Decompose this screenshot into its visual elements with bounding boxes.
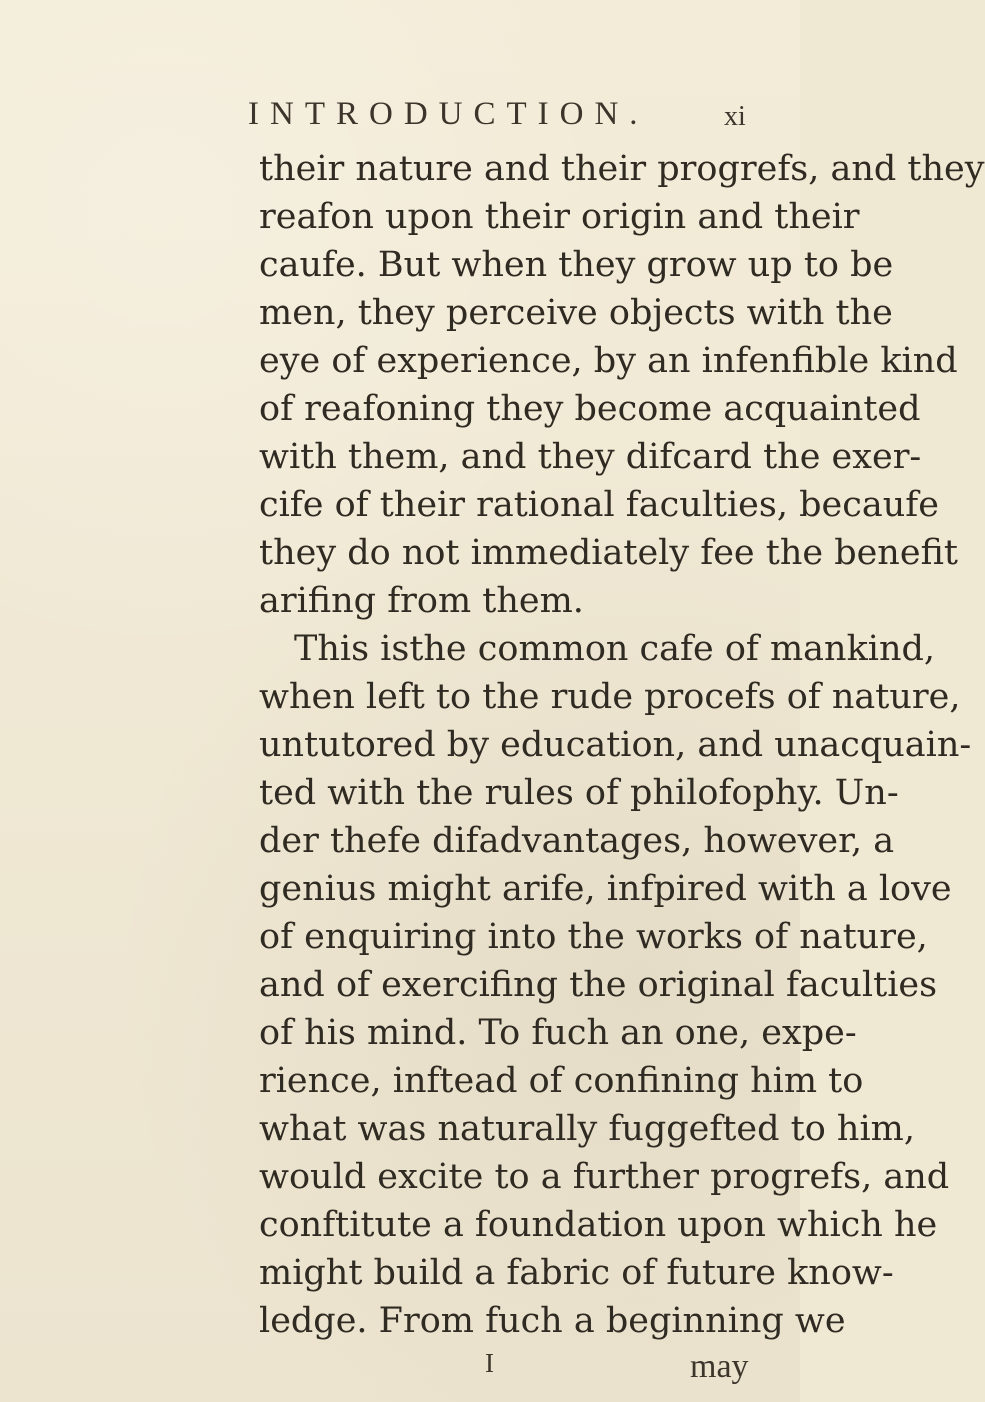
text-line-11: This isthe common cafe of mankind, — [294, 629, 936, 669]
text-line-20: rience, inftead of confining him to — [259, 1061, 864, 1101]
text-line-10: arifing from them. — [259, 581, 584, 621]
signature-mark: I — [485, 1348, 494, 1378]
text-line-23: conftitute a foundation upon which he — [259, 1205, 938, 1245]
text-line-21: what was naturally fuggefted to him, — [259, 1109, 915, 1149]
text-line-17: of enquiring into the works of nature, — [259, 917, 928, 957]
text-line-24: might build a fabric of future know- — [259, 1253, 894, 1293]
catchword: may — [690, 1348, 749, 1385]
text-line-12: when left to the rude procefs of nature, — [259, 677, 961, 717]
page-number: xi — [724, 101, 746, 132]
text-line-19: of his mind. To fuch an one, expe- — [259, 1013, 857, 1053]
text-line-3: caufe. But when they grow up to be — [259, 245, 894, 285]
text-line-22: would excite to a further progrefs, and — [259, 1157, 950, 1197]
page-header — [0, 96, 800, 136]
text-line-18: and of exercifing the original faculties — [259, 965, 938, 1005]
page-footer — [0, 1348, 800, 1388]
text-line-5: eye of experience, by an infenfible kind — [259, 341, 958, 381]
text-line-7: with them, and they difcard the exer- — [259, 437, 922, 477]
text-line-16: genius might arife, infpired with a love — [259, 869, 952, 909]
text-line-13: untutored by education, and unacquain- — [259, 725, 972, 765]
text-line-6: of reafoning they become acquainted — [259, 389, 921, 429]
text-line-14: ted with the rules of philofophy. Un- — [259, 773, 899, 813]
text-line-2: reafon upon their origin and their — [259, 197, 860, 237]
running-head: INTRODUCTION. — [248, 96, 649, 132]
text-line-25: ledge. From fuch a beginning we — [259, 1301, 846, 1341]
text-line-1: their nature and their progrefs, and they — [259, 149, 985, 189]
text-line-15: der thefe difadvantages, however, a — [259, 821, 895, 861]
text-line-8: cife of their rational faculties, becaufe — [259, 485, 939, 525]
text-line-4: men, they perceive objects with the — [259, 293, 893, 333]
text-line-9: they do not immediately fee the benefit — [259, 533, 958, 573]
